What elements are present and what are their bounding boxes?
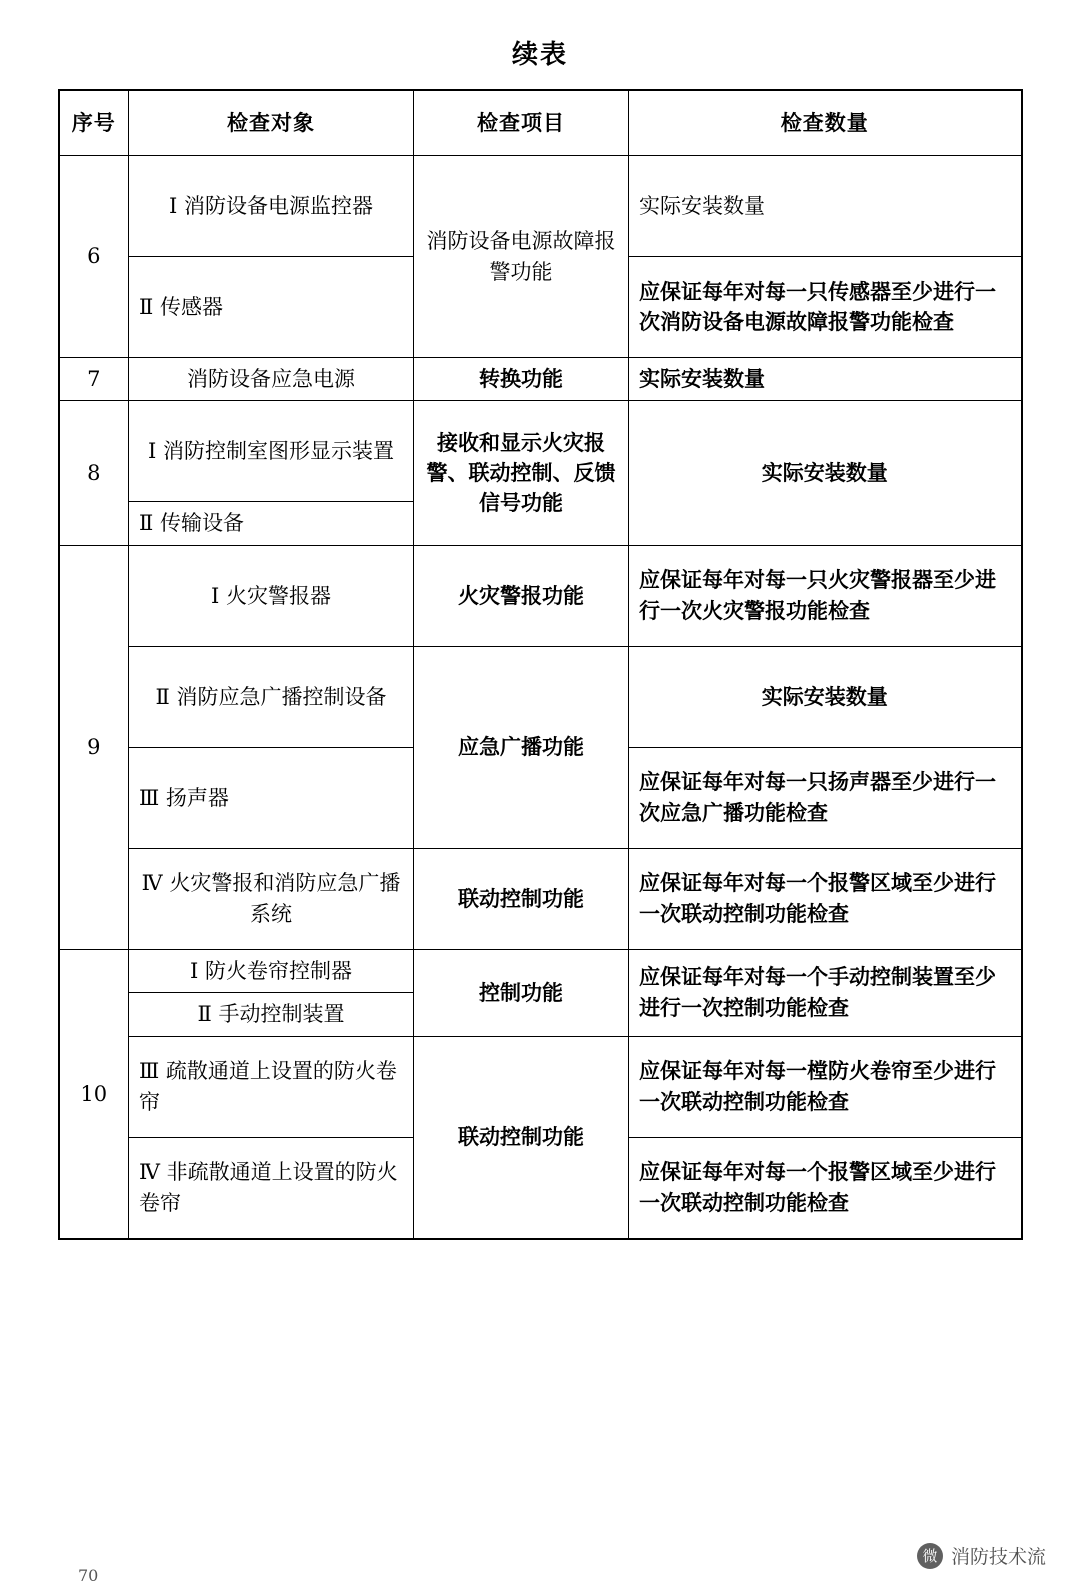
cell-item: 联动控制功能 [414,1036,629,1239]
table-row [59,646,1022,747]
cell-no: 8 [59,401,129,545]
cell-item: 应急广播功能 [414,646,629,848]
document-page [0,34,1080,1591]
cell-object: Ⅱ 消防应急广播控制设备 [129,646,414,747]
table-header-row [59,90,1022,156]
header-cell-object: 检查对象 [129,90,414,156]
wechat-badge-icon: 微 [917,1543,943,1569]
cell-quantity: 实际安装数量 [629,358,1022,401]
header-cell-quantity: 检查数量 [629,90,1022,156]
table-row [59,848,1022,949]
cell-object: Ⅱ 传感器 [129,257,414,358]
cell-object: Ⅳ 非疏散通道上设置的防火卷帘 [129,1137,414,1239]
cell-quantity: 应保证每年对每一个报警区域至少进行一次联动控制功能检查 [629,848,1022,949]
table-row [59,156,1022,257]
cell-item: 火灾警报功能 [414,545,629,646]
cell-quantity: 应保证每年对每一只扬声器至少进行一次应急广播功能检查 [629,747,1022,848]
cell-item: 联动控制功能 [414,848,629,949]
cell-quantity: 应保证每年对每一个手动控制装置至少进行一次控制功能检查 [629,949,1022,1036]
cell-object: Ⅱ 手动控制装置 [129,993,414,1036]
cell-item: 消防设备电源故障报警功能 [414,156,629,358]
cell-object: Ⅲ 疏散通道上设置的防火卷帘 [129,1036,414,1137]
cell-quantity: 实际安装数量 [629,646,1022,747]
cell-object: Ⅰ 消防设备电源监控器 [129,156,414,257]
cell-quantity: 应保证每年对每一樘防火卷帘至少进行一次联动控制功能检查 [629,1036,1022,1137]
cell-object: Ⅳ 火灾警报和消防应急广播系统 [129,848,414,949]
cell-no: 7 [59,358,129,401]
watermark [917,1542,1046,1569]
cell-no: 6 [59,156,129,358]
table-row [59,1036,1022,1137]
cell-no: 10 [59,949,129,1238]
cell-no: 9 [59,545,129,949]
cell-quantity: 应保证每年对每一个报警区域至少进行一次联动控制功能检查 [629,1137,1022,1239]
cell-quantity: 应保证每年对每一只火灾警报器至少进行一次火灾警报功能检查 [629,545,1022,646]
cell-object: Ⅲ 扬声器 [129,747,414,848]
table-row [59,545,1022,646]
inspection-table [58,89,1023,1240]
page-title: 续表 [511,40,568,70]
cell-item: 转换功能 [414,358,629,401]
cell-object: Ⅰ 消防控制室图形显示装置 [129,401,414,502]
cell-quantity: 应保证每年对每一只传感器至少进行一次消防设备电源故障报警功能检查 [629,257,1022,358]
table-row [59,401,1022,502]
table-row [59,949,1022,992]
cell-object: 消防设备应急电源 [129,358,414,401]
page-number: 70 [78,1566,99,1585]
cell-quantity: 实际安装数量 [629,156,1022,257]
cell-item: 控制功能 [414,949,629,1036]
header-cell-item: 检查项目 [414,90,629,156]
watermark-label: 消防技术流 [950,1546,1046,1568]
cell-quantity: 实际安装数量 [629,401,1022,545]
header-cell-no: 序号 [59,90,129,156]
cell-object: Ⅰ 火灾警报器 [129,545,414,646]
cell-item: 接收和显示火灾报警、联动控制、反馈信号功能 [414,401,629,545]
cell-object: Ⅱ 传输设备 [129,502,414,545]
table-row [59,358,1022,401]
cell-object: Ⅰ 防火卷帘控制器 [129,949,414,992]
